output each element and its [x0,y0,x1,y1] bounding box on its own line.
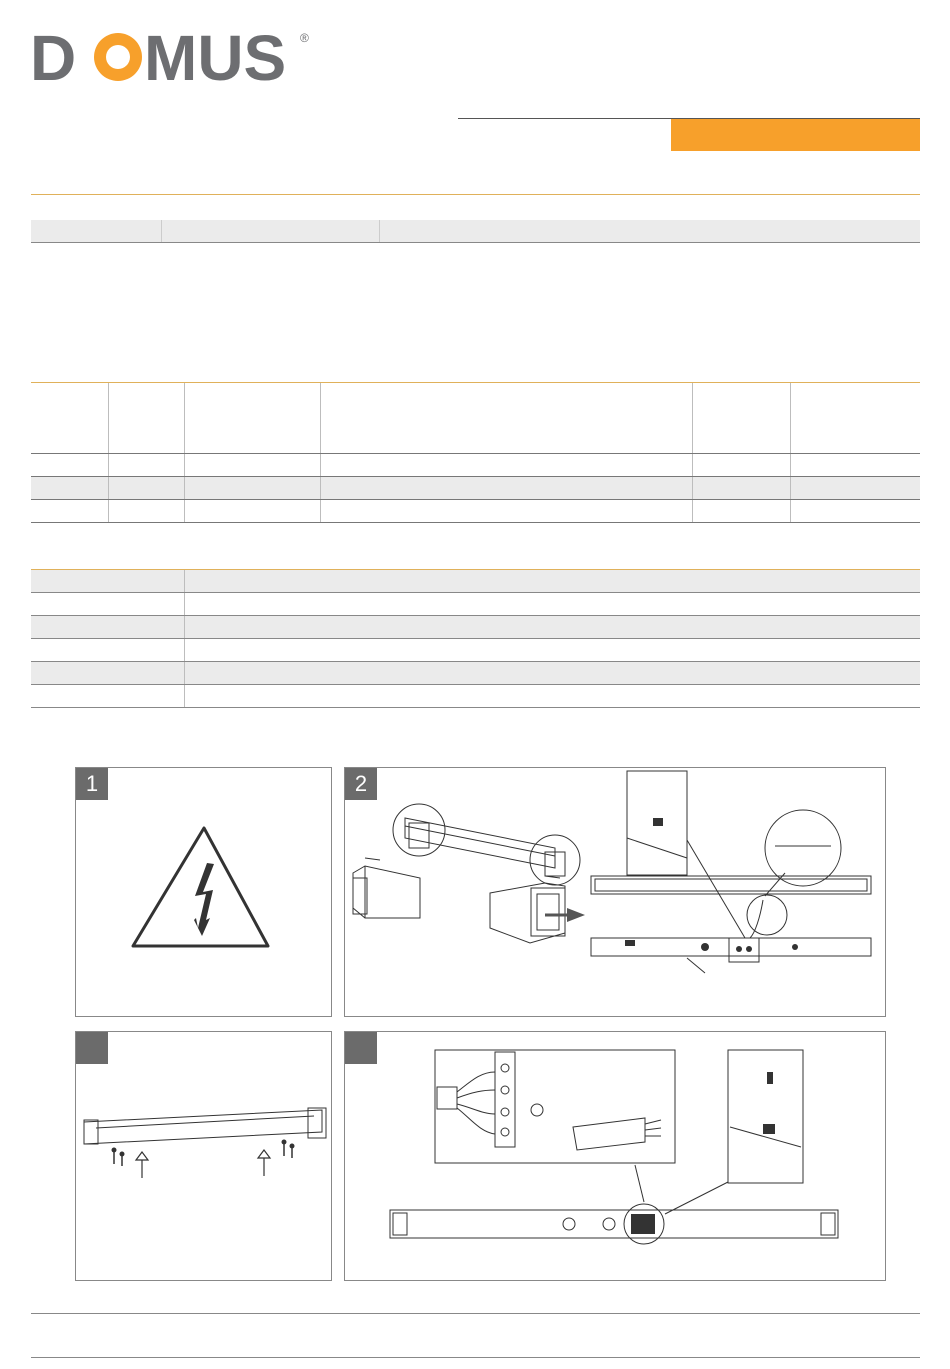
table-row [31,662,920,685]
step-3-panel [75,1031,332,1281]
logo-letters-mus: MUS [144,28,287,86]
registered-mark: ® [300,31,309,45]
table-row [31,616,920,639]
table-row [31,639,920,662]
step-1-panel [75,767,332,1017]
step-2-panel [344,767,886,1017]
specifications-table [31,570,920,708]
earth-ground-icon [531,1104,543,1116]
product-info-table [31,220,920,243]
logo-letter-d: D [30,28,77,86]
electric-hazard-icon [76,768,333,1018]
table-row [31,570,920,593]
section-rule-1 [31,194,920,195]
table-row [31,500,920,523]
table-row [31,593,920,616]
product-variants-table [31,383,920,523]
table-row [31,685,920,708]
domus-logo [30,28,320,86]
footer-rule-bottom [31,1357,920,1358]
table-row [31,477,920,500]
table-row [31,454,920,477]
wiring-diagram [345,1032,887,1282]
arrow-up-icon [136,1150,270,1178]
step-4-panel [344,1031,886,1281]
step-number: 2 [345,768,377,800]
ceiling-mount-diagram [76,1032,333,1282]
table-header-row [31,383,920,454]
end-cap-removal-diagram [345,768,887,1018]
step-number: 1 [76,768,108,800]
footer-rule-top [31,1313,920,1314]
header-accent-bar [671,119,920,151]
